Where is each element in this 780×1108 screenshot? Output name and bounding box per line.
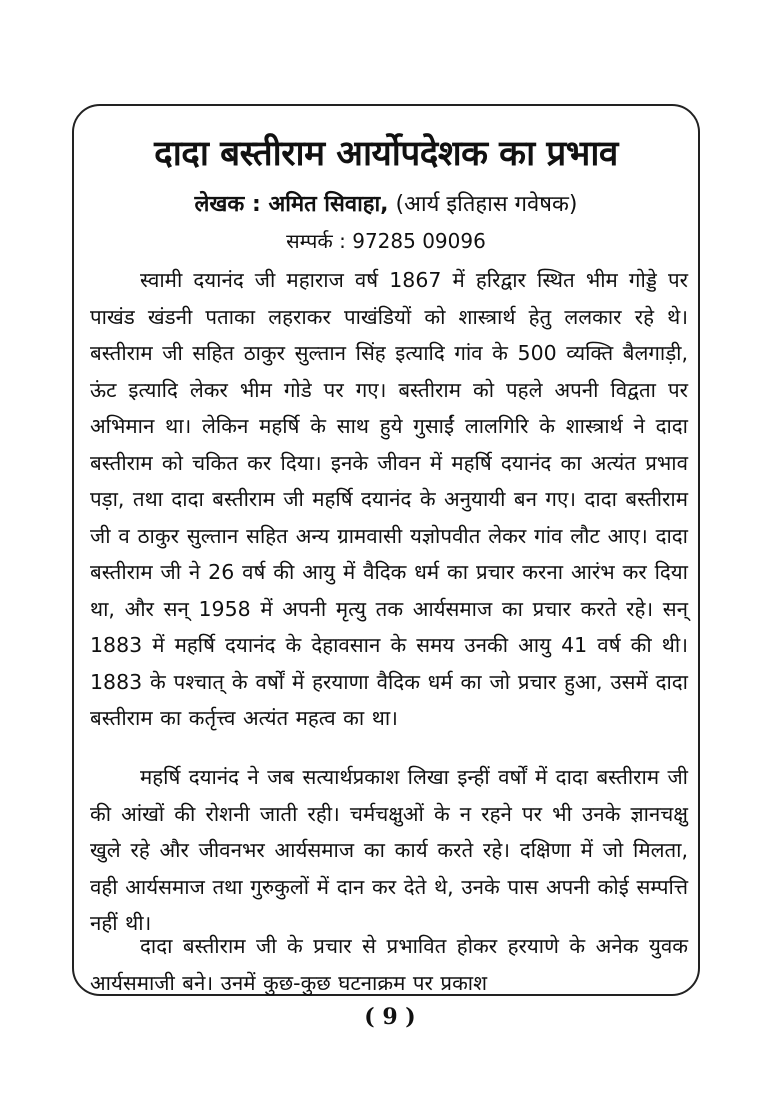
- contact-number: सम्पर्क : 97285 09096: [286, 229, 486, 253]
- paragraph-2: महर्षि दयानंद ने जब सत्यार्थप्रकाश लिखा इन्हीं वर्षों में दादा बस्तीराम जी की आंखों की रोशनी जाती रही। चर्मचक्षुओं के न रहने पर भी उनके ज्ञानचक्षु खुले रहे और जीवनभर आर्यसमाज का कार्य करते रहे। दक्षिणा में जो मिलता, वही आर्यसमाज तथा गुरुकुलों में दान कर देते थे, उनके पास अपनी कोई सम्पत्ति नहीं थी।: [90, 765, 688, 935]
- paragraph-1: स्वामी दयानंद जी महाराज वर्ष 1867 में हरिद्वार स्थित भीम गोड्डे पर पाखंड खंडनी पताका लहराकर पाखंडियों को शास्त्रार्थ हेतु ललकार रहे थे। बस्तीराम जी सहित ठाकुर सुल्तान सिंह इत्यादि गांव के 500 व्यक्ति बैलगाड़ी, ऊंट इत्यादि लेकर भीम गोडे पर गए। बस्तीराम को पहले अपनी विद्वता पर अभिमान था। लेकिन महर्षि के साथ हुये गुसाईं लालगिरि के शास्त्रार्थ ने दादा बस्तीराम को चकित कर दिया। इनके जीवन में महर्षि दयानंद का अत्यंत प्रभाव पड़ा, तथा दादा बस्तीराम जी महर्षि दयानंद के अनुयायी बन गए। दादा बस्तीराम जी व ठाकुर सुल्तान सहित अन्य ग्रामवासी यज्ञोपवीत लेकर गांव लौट आए। दादा बस्तीराम जी ने 26 वर्ष की आयु में वैदिक धर्म का प्रचार करना आरंभ कर दिया था, और सन् 1958 में अपनी मृत्यु तक आर्यसमाज का प्रचार करते रहे। सन् 1883 में महर्षि दयानंद के देहावसान के समय उनकी आयु 41 वर्ष की थी। 1883 के पश्चात् के वर्षों में हरयाणा वैदिक धर्म का जो प्रचार हुआ, उसमें दादा बस्तीराम का कर्तृत्त्व अत्यंत महत्व का था।: [90, 268, 688, 730]
- article-title: दादा बस्तीराम आर्योपदेशक का प्रभाव: [154, 134, 618, 174]
- paragraph-3: दादा बस्तीराम जी के प्रचार से प्रभावित होकर हरयाणे के अनेक युवक आर्यसमाजी बने। उनमें कुछ-कुछ घटनाक्रम पर प्रकाश: [90, 934, 688, 995]
- author-role: (आर्य इतिहास गवेषक): [395, 192, 578, 217]
- author-label: लेखक : अमित सिवाहा,: [194, 192, 389, 217]
- page-number: ( 9 ): [364, 1004, 416, 1030]
- byline: [80, 190, 692, 220]
